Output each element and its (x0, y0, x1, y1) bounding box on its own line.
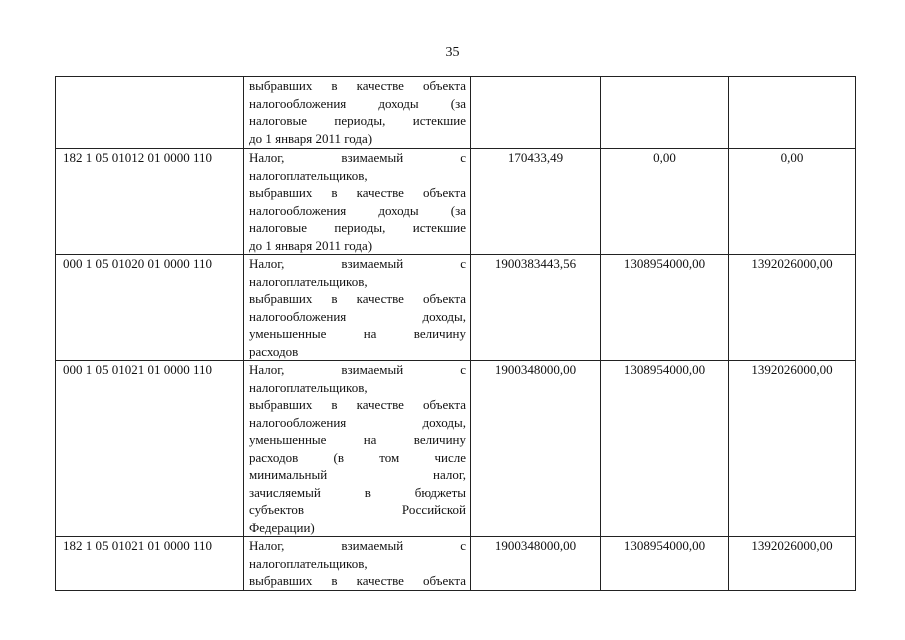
description-line: налогоплательщиков, (249, 273, 368, 289)
description-line: минимальный налог, (249, 467, 466, 482)
description-line: субъектов Российской (249, 502, 466, 517)
description-line: расходов (249, 343, 299, 359)
budget-code-cell: 182 1 05 01012 01 0000 110 (56, 149, 244, 255)
description-cell (244, 77, 471, 149)
description-line: зачисляемый в бюджеты (249, 484, 466, 500)
description-line: выбравших в качестве объекта (249, 78, 466, 93)
description-line: расходов (в том числе (249, 449, 466, 465)
budget-code-cell: 000 1 05 01021 01 0000 110 (56, 361, 244, 537)
table-row (56, 255, 856, 361)
description-line: выбравших в качестве объекта (249, 185, 466, 200)
description-line: выбравших в качестве объекта (249, 573, 466, 588)
description-line: Налог, взимаемый с (249, 150, 466, 165)
value-2011-cell: 1308954000,00 (601, 255, 729, 361)
value-2010-cell: 170433,49 (471, 149, 601, 255)
value-2010-cell: 1900383443,56 (471, 255, 601, 361)
value-2012-cell: 1392026000,00 (729, 537, 856, 591)
value-2012-cell (729, 77, 856, 149)
description-line: Налог, взимаемый с (249, 538, 466, 553)
value-2010-cell: 1900348000,00 (471, 361, 601, 537)
description-line: налоговые периоды, истекшие (249, 220, 466, 235)
value-2011-cell: 0,00 (601, 149, 729, 255)
budget-table (55, 76, 856, 591)
budget-code-cell: 182 1 05 01021 01 0000 110 (56, 537, 244, 591)
table-row (56, 361, 856, 537)
description-line: Налог, взимаемый с (249, 256, 466, 271)
description-line: уменьшенные на величину (249, 326, 466, 341)
description-line: уменьшенные на величину (249, 432, 466, 447)
value-2012-cell: 1392026000,00 (729, 361, 856, 537)
table-row (56, 77, 856, 149)
description-line: налогоплательщиков, (249, 167, 368, 183)
table-row (56, 537, 856, 591)
budget-code-cell: 000 1 05 01020 01 0000 110 (56, 255, 244, 361)
value-2010-cell: 1900348000,00 (471, 537, 601, 591)
description-cell (244, 361, 471, 537)
budget-code-cell (56, 77, 244, 149)
table-row (56, 149, 856, 255)
page-number: 35 (445, 45, 460, 60)
description-line: налогообложения доходы, (249, 414, 466, 430)
value-2010-cell (471, 77, 601, 149)
value-2012-cell: 0,00 (729, 149, 856, 255)
description-line: налогообложения доходы (за (249, 95, 466, 111)
description-line: налогообложения доходы (за (249, 202, 466, 218)
description-line: налоговые периоды, истекшие (249, 113, 466, 128)
value-2011-cell: 1308954000,00 (601, 537, 729, 591)
description-line: выбравших в качестве объекта (249, 291, 466, 306)
description-cell (244, 537, 471, 591)
description-line: налогоплательщиков, (249, 555, 368, 571)
description-line: налогоплательщиков, (249, 379, 368, 395)
description-line: до 1 января 2011 года) (249, 130, 373, 146)
description-line: Налог, взимаемый с (249, 362, 466, 377)
description-line: Федерации) (249, 519, 315, 535)
budget-table-body (56, 77, 856, 591)
description-cell (244, 149, 471, 255)
description-line: налогообложения доходы, (249, 308, 466, 324)
value-2011-cell (601, 77, 729, 149)
description-line: до 1 января 2011 года) (249, 237, 373, 253)
description-cell (244, 255, 471, 361)
description-line: выбравших в качестве объекта (249, 397, 466, 412)
value-2011-cell: 1308954000,00 (601, 361, 729, 537)
value-2012-cell: 1392026000,00 (729, 255, 856, 361)
